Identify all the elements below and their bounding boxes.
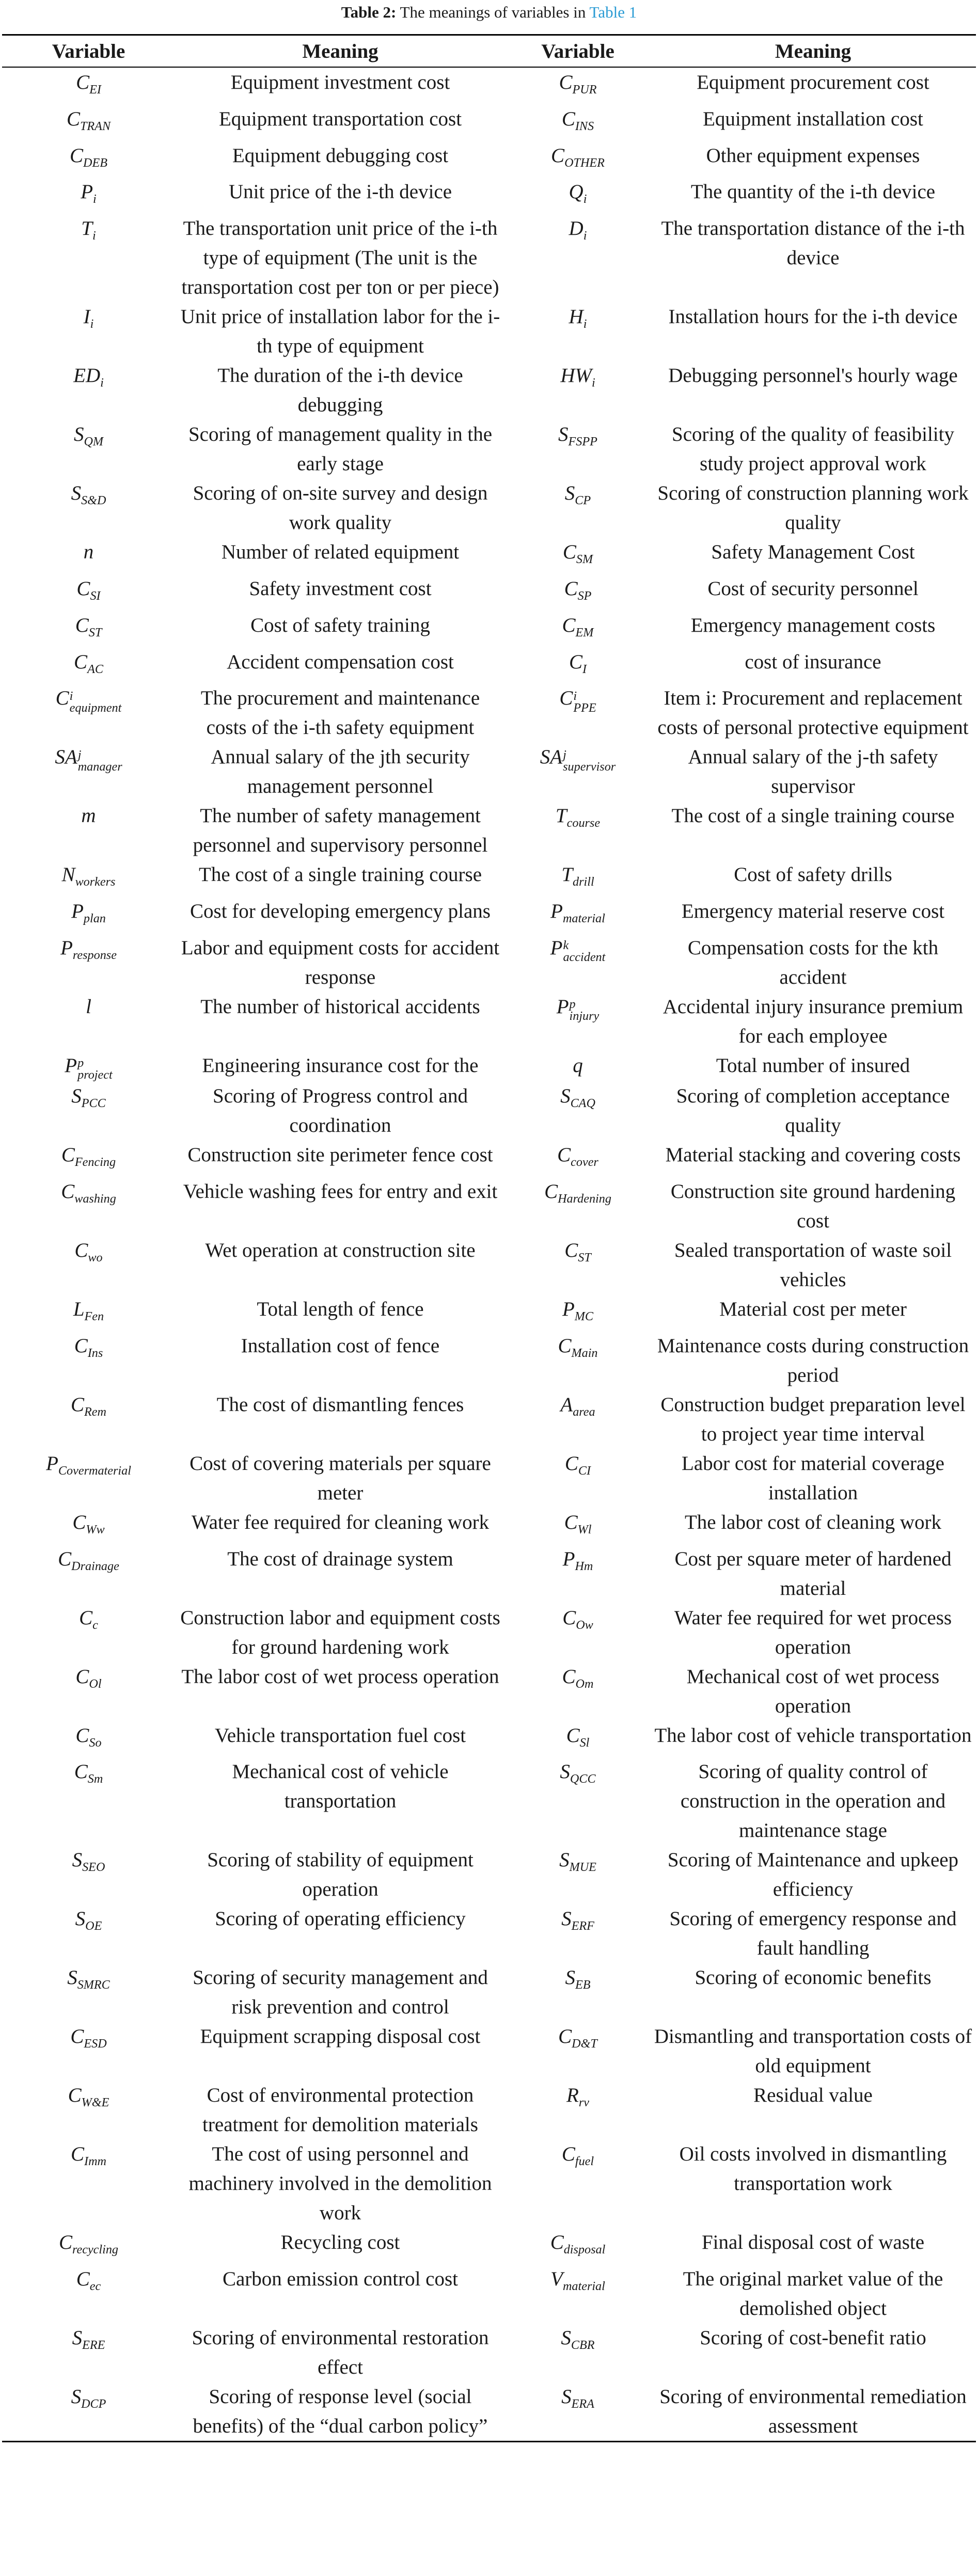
meaning-cell: Scoring of the quality of feasibility study project approval work [672, 423, 954, 475]
meaning-cell: Scoring of on-site survey and design work quality [193, 482, 488, 534]
table-row [2, 574, 976, 611]
meaning-cell: Mechanical cost of wet process operation [686, 1665, 940, 1717]
table-row [2, 683, 976, 742]
variable-cell: $C_{So}$ [75, 1724, 102, 1750]
variable-cell: $C_{AC}$ [74, 650, 103, 676]
table-row [2, 1449, 976, 1508]
table-row [2, 1662, 976, 1721]
variable-cell: $S_{QCC}$ [560, 1761, 596, 1786]
table-row [2, 611, 976, 647]
meaning-cell: Water fee required for cleaning work [191, 1511, 490, 1533]
table-row [2, 1845, 976, 1904]
meaning-cell: Labor cost for material coverage installation [682, 1452, 944, 1504]
variable-cell: $C_{ESD}$ [70, 2025, 107, 2051]
variable-cell: $P_i$ [81, 181, 97, 206]
variable-cell: $C_c$ [79, 1606, 98, 1632]
table-row [2, 992, 976, 1051]
variable-cell: $C_{Sm}$ [74, 1761, 103, 1786]
table-row [2, 1390, 976, 1449]
variable-cell: P k accident [550, 936, 606, 965]
table-row [2, 1963, 976, 2022]
table-row [2, 2228, 976, 2264]
meaning-cell: Total number of insured [716, 1054, 910, 1077]
table-row [2, 1904, 976, 1963]
variable-cell: $S_{FSPP}$ [558, 423, 597, 449]
variable-cell: $C_{fuel}$ [561, 2143, 594, 2169]
variable-cell: n [83, 541, 94, 564]
table-row [2, 1757, 976, 1845]
variable-cell: $S_{CP}$ [564, 482, 591, 507]
meaning-cell: Debugging personnel's hourly wage [668, 364, 958, 387]
meaning-cell: Sealed transportation of waste soil vehicles [674, 1239, 952, 1291]
variable-cell: $S_{MUE}$ [559, 1849, 596, 1875]
meaning-cell: Engineering insurance cost for the [202, 1054, 479, 1077]
meaning-cell: Cost of security personnel [707, 577, 919, 600]
meaning-cell: Installation hours for the i-th device [668, 306, 958, 328]
table-row [2, 860, 976, 897]
meaning-cell: The duration of the i-th device debugging [217, 364, 463, 417]
variable-cell: $C_{PUR}$ [559, 71, 597, 97]
meaning-cell: Equipment scrapping disposal cost [200, 2025, 481, 2048]
table-row [2, 104, 976, 141]
variable-cell: $C_{Imm}$ [71, 2143, 106, 2169]
meaning-cell: Recycling cost [280, 2231, 400, 2254]
table-row [2, 214, 976, 302]
table-row [2, 1140, 976, 1177]
meaning-cell: Vehicle washing fees for entry and exit [183, 1180, 498, 1203]
meaning-cell: Residual value [753, 2084, 873, 2107]
variable-cell: $C_{Hardening}$ [544, 1180, 611, 1206]
variable-cell: $C_{Fencing}$ [61, 1144, 116, 1170]
variable-cell: $C_{INS}$ [561, 107, 594, 133]
variable-cell: $C_{W\&E}$ [68, 2084, 109, 2110]
variable-cell: $S_{S\&D}$ [71, 482, 106, 507]
table-row [2, 177, 976, 214]
meaning-cell: The original market value of the demolished object [683, 2268, 943, 2320]
variable-cell: $C_{ec}$ [76, 2268, 101, 2294]
variable-cell: $P_{MC}$ [562, 1298, 594, 1323]
table-row [2, 1177, 976, 1236]
variable-cell: $C_{EM}$ [562, 614, 594, 639]
variable-cell: m [81, 805, 96, 827]
variable-cell: $S_{SEO}$ [72, 1849, 105, 1875]
meaning-cell: Scoring of cost-benefit ratio [700, 2327, 926, 2349]
variable-cell: $T_i$ [81, 217, 96, 243]
variable-cell: $C_{Rem}$ [71, 1393, 106, 1419]
variable-cell: $L_{Fen}$ [73, 1298, 104, 1323]
variable-cell: $C_{recycling}$ [58, 2231, 119, 2257]
meaning-cell: The cost of using personnel and machinery involved in the demolition work [188, 2143, 492, 2225]
meaning-cell: Cost for developing emergency plans [190, 900, 491, 923]
variable-cell: $S_{QM}$ [73, 423, 104, 449]
table-row [2, 1331, 976, 1390]
variable-cell: $C_{cover}$ [557, 1144, 598, 1170]
variable-cell: $P_{response}$ [60, 936, 117, 962]
meaning-cell: cost of insurance [745, 650, 881, 673]
meaning-cell: Accident compensation cost [227, 650, 454, 673]
table-row [2, 1051, 976, 1081]
table-row [2, 2382, 976, 2442]
meaning-cell: Accidental injury insurance premium for each employee [662, 995, 964, 1047]
meaning-cell: Compensation costs for the kth accident [687, 936, 939, 988]
variable-cell: $C_I$ [569, 650, 587, 676]
meaning-cell: The cost of dismantling fences [216, 1393, 464, 1416]
variable-cell: P p project [65, 1054, 113, 1082]
variable-cell: $S_{ERF}$ [561, 1908, 594, 1933]
variable-cell: $C_{SM}$ [562, 541, 593, 566]
meaning-cell: Installation cost of fence [241, 1334, 440, 1357]
meaning-cell: Cost of covering materials per square meter [190, 1452, 491, 1504]
variable-cell: $R_{rv}$ [566, 2084, 589, 2110]
meaning-cell: Cost of safety training [250, 614, 430, 636]
meaning-cell: Construction site ground hardening cost [670, 1180, 956, 1233]
variable-cell: $N_{workers}$ [61, 863, 116, 889]
table-row [2, 647, 976, 684]
table-row [2, 1508, 976, 1544]
variable-cell: $C_{Om}$ [562, 1665, 594, 1691]
meaning-cell: Maintenance costs during construction period [657, 1334, 969, 1386]
meaning-cell: The transportation unit price of the i-th type of equipment (The unit is the transportation cost per ton or per piece) [181, 217, 499, 299]
table-row [2, 141, 976, 178]
variable-cell: $A_{area}$ [560, 1393, 595, 1419]
meaning-cell: Construction budget preparation level to project year time interval [660, 1393, 966, 1445]
table-row [2, 2323, 976, 2382]
caption-label: Table 2: [341, 3, 397, 21]
variable-cell: $S_{CAQ}$ [560, 1085, 595, 1111]
table-row [2, 1081, 976, 1140]
table-row [2, 742, 976, 801]
meaning-cell: Scoring of completion acceptance quality [676, 1085, 950, 1137]
variable-cell: $C_{Ins}$ [74, 1334, 103, 1360]
variable-cell: $P_{material}$ [550, 900, 605, 925]
meaning-cell: Construction labor and equipment costs for ground hardening work [180, 1606, 500, 1658]
meaning-cell: Equipment installation cost [703, 107, 923, 130]
meaning-cell: The labor cost of vehicle transportation [654, 1724, 972, 1747]
variable-cell: $H_i$ [569, 306, 587, 331]
variable-cell: $C_{EI}$ [76, 71, 101, 97]
meaning-cell: Mechanical cost of vehicle transportation [232, 1761, 449, 1813]
meaning-cell: Scoring of construction planning work quality [657, 482, 969, 534]
meaning-cell: Other equipment expenses [706, 144, 920, 167]
meaning-cell: Safety Management Cost [711, 541, 915, 564]
variable-cell: SA j supervisor [540, 746, 616, 774]
table-row [2, 67, 976, 104]
variable-cell: $C_{D\&T}$ [558, 2025, 597, 2051]
table-row [2, 1294, 976, 1331]
header-meaning-1: Meaning [302, 40, 378, 62]
meaning-cell: Water fee required for wet process operation [674, 1606, 952, 1658]
meaning-cell: Equipment debugging cost [232, 144, 449, 167]
variable-cell: $C_{ST}$ [75, 614, 102, 639]
header-variable-2: Variable [541, 40, 614, 62]
meaning-cell: Equipment investment cost [230, 71, 450, 93]
meaning-cell: Scoring of security management and risk prevention and control [193, 1966, 488, 2019]
variable-cell: $S_{CBR}$ [561, 2327, 595, 2353]
table-1-link[interactable]: Table 1 [589, 3, 637, 21]
variable-cell: $S_{PCC}$ [71, 1085, 106, 1111]
variable-cell: $ED_i$ [73, 364, 104, 390]
meaning-cell: The cost of drainage system [227, 1547, 453, 1570]
meaning-cell: Cost per square meter of hardened material [674, 1547, 952, 1599]
variable-cell: $S_{EB}$ [565, 1966, 591, 1992]
meaning-cell: Safety investment cost [249, 577, 432, 600]
variables-table [2, 34, 976, 2442]
meaning-cell: Unit price of installation labor for the i-th type of equipment [180, 306, 500, 358]
variable-cell: $V_{material}$ [550, 2268, 605, 2294]
meaning-cell: The number of historical accidents [200, 995, 480, 1018]
meaning-cell: Construction site perimeter fence cost [187, 1144, 493, 1166]
variable-cell: $C_{OTHER}$ [551, 144, 605, 170]
variable-cell: $C_{Drainage}$ [58, 1547, 119, 1573]
meaning-cell: Cost of environmental protection treatment for demolition materials [202, 2084, 478, 2136]
table-row [2, 1544, 976, 1603]
variable-cell: $S_{SMRC}$ [67, 1966, 110, 1992]
variable-cell: $C_{Main}$ [558, 1334, 598, 1360]
header-meaning-2: Meaning [775, 40, 851, 62]
meaning-cell: Scoring of quality control of construction in the operation and maintenance stage [680, 1761, 946, 1842]
meaning-cell: Dismantling and transportation costs of old equipment [654, 2025, 972, 2077]
variable-cell: $C_{disposal}$ [550, 2231, 606, 2257]
variable-cell: $C_{Wl}$ [564, 1511, 592, 1537]
header-variable-1: Variable [52, 40, 125, 62]
variable-cell: l [86, 995, 91, 1018]
meaning-cell: Final disposal cost of waste [701, 2231, 925, 2254]
meaning-cell: Labor and equipment costs for accident response [181, 936, 500, 988]
variable-cell: $C_{SP}$ [564, 577, 592, 603]
table-body [2, 67, 976, 2442]
meaning-cell: Annual salary of the jth security management personnel [211, 746, 470, 798]
meaning-cell: Vehicle transportation fuel cost [214, 1724, 466, 1747]
meaning-cell: Equipment procurement cost [697, 71, 929, 93]
meaning-cell: The cost of a single training course [199, 863, 482, 886]
table-row [2, 302, 976, 361]
meaning-cell: Scoring of operating efficiency [215, 1908, 466, 1930]
meaning-cell: The procurement and maintenance costs of the i-th safety equipment [200, 687, 480, 739]
meaning-cell: Item i: Procurement and replacement costs of personal protective equipment [657, 687, 969, 739]
table-row [2, 897, 976, 933]
meaning-cell: Number of related equipment [221, 541, 460, 564]
variable-cell: $C_{TRAN}$ [66, 107, 111, 133]
variable-cell: q [573, 1054, 583, 1077]
table-row [2, 361, 976, 420]
meaning-cell: The cost of a single training course [671, 805, 955, 827]
meaning-cell: Carbon emission control cost [222, 2268, 459, 2291]
meaning-cell: The transportation distance of the i-th device [661, 217, 965, 269]
meaning-cell: Scoring of Progress control and coordination [213, 1085, 468, 1137]
variable-cell: $S_{ERE}$ [72, 2327, 105, 2353]
header-row [2, 35, 976, 68]
meaning-cell: Scoring of response level (social benefits) of the “dual carbon policy” [193, 2386, 488, 2438]
variable-cell: $P_{plan}$ [71, 900, 106, 925]
variable-cell: SA j manager [55, 746, 122, 774]
meaning-cell: Scoring of stability of equipment operation [207, 1849, 474, 1901]
table-row [2, 478, 976, 537]
meaning-cell: The quantity of the i-th device [690, 181, 936, 203]
meaning-cell: Wet operation at construction site [205, 1239, 476, 1262]
meaning-cell: The labor cost of wet process operation [181, 1665, 499, 1688]
variable-cell: C i equipment [55, 687, 122, 715]
table-row [2, 1236, 976, 1294]
table-row [2, 2264, 976, 2323]
table-row [2, 2022, 976, 2081]
meaning-cell: Emergency management costs [690, 614, 936, 636]
variable-cell: $D_i$ [569, 217, 587, 243]
variable-cell: $Q_i$ [569, 181, 587, 206]
meaning-cell: Emergency material reserve cost [681, 900, 945, 923]
meaning-cell: Oil costs involved in dismantling transportation work [679, 2143, 947, 2195]
table-row [2, 2081, 976, 2139]
variable-cell: C i PPE [559, 687, 596, 715]
table-row [2, 1603, 976, 1662]
table-row [2, 1721, 976, 1757]
meaning-cell: Scoring of economic benefits [695, 1966, 932, 1989]
table-row [2, 933, 976, 992]
meaning-cell: Scoring of management quality in the early stage [188, 423, 493, 475]
meaning-cell: Total length of fence [257, 1298, 424, 1321]
meaning-cell: The labor cost of cleaning work [684, 1511, 942, 1533]
variable-cell: $C_{CI}$ [564, 1452, 591, 1478]
table-row [2, 2139, 976, 2228]
table-caption [0, 2, 978, 23]
variable-cell: $C_{Ww}$ [72, 1511, 105, 1537]
caption-text: The meanings of variables in [396, 3, 590, 21]
meaning-cell: Material cost per meter [719, 1298, 907, 1321]
meaning-cell: Scoring of emergency response and fault handling [669, 1908, 957, 1960]
variable-cell: $C_{Ol}$ [75, 1665, 102, 1691]
variable-cell: $C_{wo}$ [74, 1239, 103, 1265]
meaning-cell: The number of safety management personnel and supervisory personnel [193, 805, 488, 857]
meaning-cell: Equipment transportation cost [218, 107, 462, 130]
meaning-cell: Scoring of Maintenance and upkeep efficiency [667, 1849, 959, 1901]
variable-cell: P p injury [556, 995, 600, 1023]
meaning-cell: Annual salary of the j-th safety supervisor [688, 746, 938, 798]
variable-cell: $S_{OE}$ [75, 1908, 102, 1933]
variable-cell: $S_{DCP}$ [71, 2386, 106, 2411]
variable-cell: $C_{DEB}$ [69, 144, 107, 170]
variable-cell: $C_{SI}$ [76, 577, 101, 603]
meaning-cell: Material stacking and covering costs [665, 1144, 961, 1166]
variable-cell: $T_{course}$ [555, 805, 601, 830]
variable-cell: $S_{ERA}$ [561, 2386, 594, 2411]
variable-cell: $T_{drill}$ [561, 863, 594, 889]
variable-cell: $C_{Ow}$ [562, 1606, 593, 1632]
meaning-cell: Scoring of environmental restoration effect [192, 2327, 489, 2379]
meaning-cell: Scoring of environmental remediation assessment [659, 2386, 967, 2438]
meaning-cell: Cost of safety drills [734, 863, 892, 886]
variable-cell: $C_{Sl}$ [566, 1724, 590, 1750]
variable-cell: $HW_i$ [560, 364, 595, 390]
variable-cell: $P_{Covermaterial}$ [46, 1452, 131, 1478]
table-row [2, 801, 976, 860]
variable-cell: $C_{washing}$ [61, 1180, 116, 1206]
meaning-cell: Unit price of the i-th device [228, 181, 452, 203]
table-row [2, 420, 976, 478]
variable-cell: $C_{ST}$ [564, 1239, 591, 1265]
table-row [2, 537, 976, 574]
variable-cell: $I_i$ [83, 306, 94, 331]
variable-cell: $P_{Hm}$ [562, 1547, 593, 1573]
